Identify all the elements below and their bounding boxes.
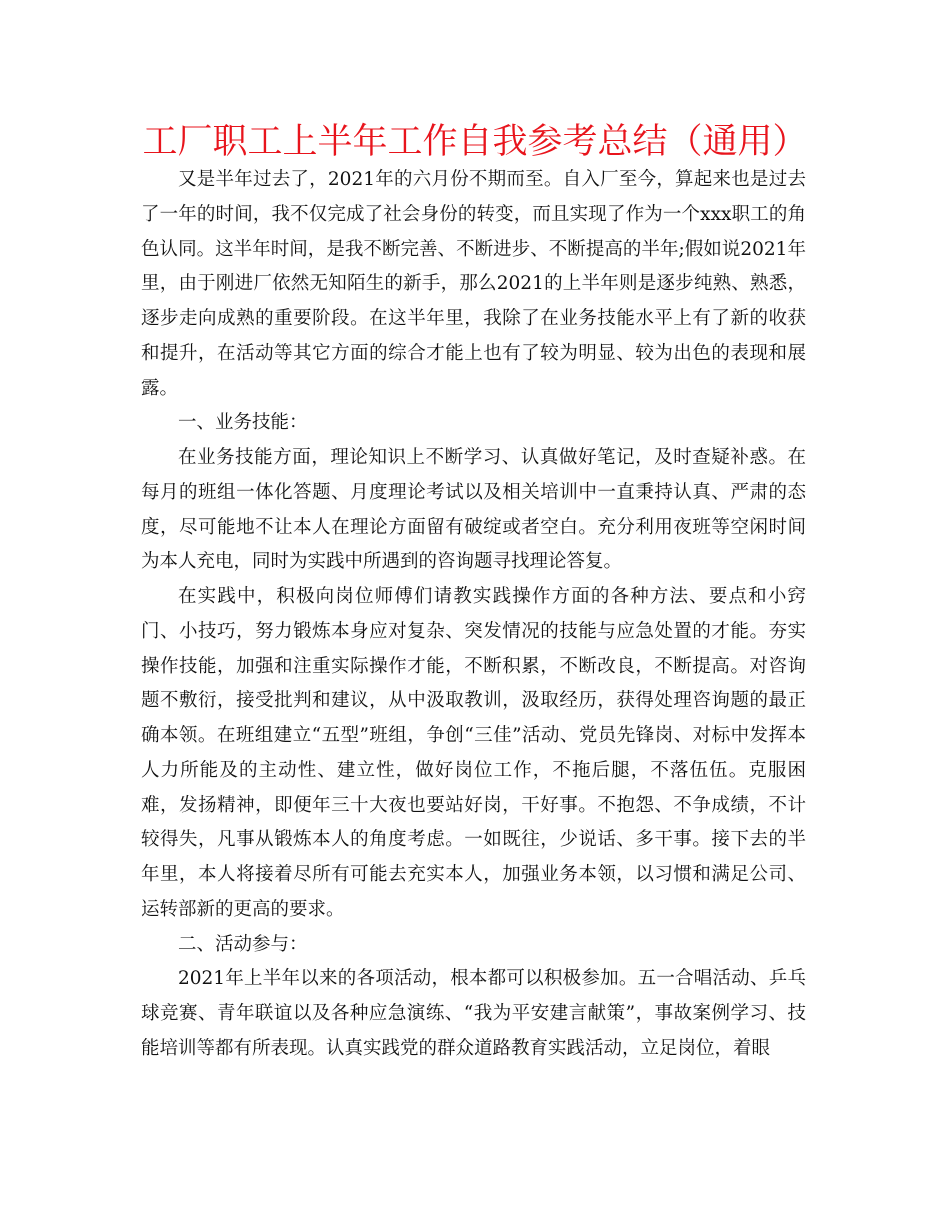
paragraph-theory: 在业务技能方面，理论知识上不断学习、认真做好笔记，及时查疑补惑。在每月的班组一体化答题、月度理论考试以及相关培训中一直秉持认真、严肃的态度，尽可能地不让本人在理论方面留有破绽或者空白。充分利用夜班等空闲时间为本人充电，同时为实践中所遇到的咨询题寻找理论答复。 xyxy=(141,447,806,573)
paragraph-activities: 2021年上半年以来的各项活动，根本都可以积极参加。五一合唱活动、乒乓球竞赛、青年联谊以及各种应急演练、“我为平安建言献策”，事故案例学习、技能培训等都有所表现。认真实践党的群众道路教育实践活动，立足岗位，着眼 xyxy=(141,968,806,1059)
section-heading-activities: 二、活动参与： xyxy=(178,933,308,955)
paragraph-practice: 在实践中，积极向岗位师傅们请教实践操作方面的各种方法、要点和小窍门、小技巧，努力锻炼本身应对复杂、突发情况的技能与应急处置的才能。夯实操作技能，加强和注重实际操作才能，不断积累，不断改良，不断提高。对咨询题不敷衍，接受批判和建议，从中汲取教训，汲取经历，获得处理咨询题的最正确本领。在班组建立“五型”班组，争创“三佳”活动、党员先锋岗、对标中发挥本人力所能及的主动性、建立性，做好岗位工作，不拖后腿，不落伍伍。克服困难，发扬精神，即便年三十大夜也要站好岗，干好事。不抱怨、不争成绩，不计较得失，凡事从锻炼本人的角度考虑。一如既往，少说话、多干事。接下去的半年里，本人将接着尽所有可能去充实本人，加强业务本领，以习惯和满足公司、运转部新的更高的要求。 xyxy=(141,586,806,920)
document-body xyxy=(141,163,806,1067)
section-heading-business-skills: 一、业务技能： xyxy=(178,412,308,434)
document-title: 工厂职工上半年工作自我参考总结（通用） xyxy=(142,122,808,162)
paragraph-intro: 又是半年过去了，2021年的六月份不期而至。自入厂至今，算起来也是过去了一年的时间，我不仅完成了社会身份的转变，而且实现了作为一个xxx职工的角色认同。这半年时间，是我不断完善、不断进步、不断提高的半年;假如说2021年里，由于刚进厂依然无知陌生的新手，那么2021的上半年则是逐步纯熟、熟悉，逐步走向成熟的重要阶段。在这半年里，我除了在业务技能水平上有了新的收获和提升，在活动等其它方面的综合才能上也有了较为明显、较为出色的表现和展露。 xyxy=(141,169,806,399)
